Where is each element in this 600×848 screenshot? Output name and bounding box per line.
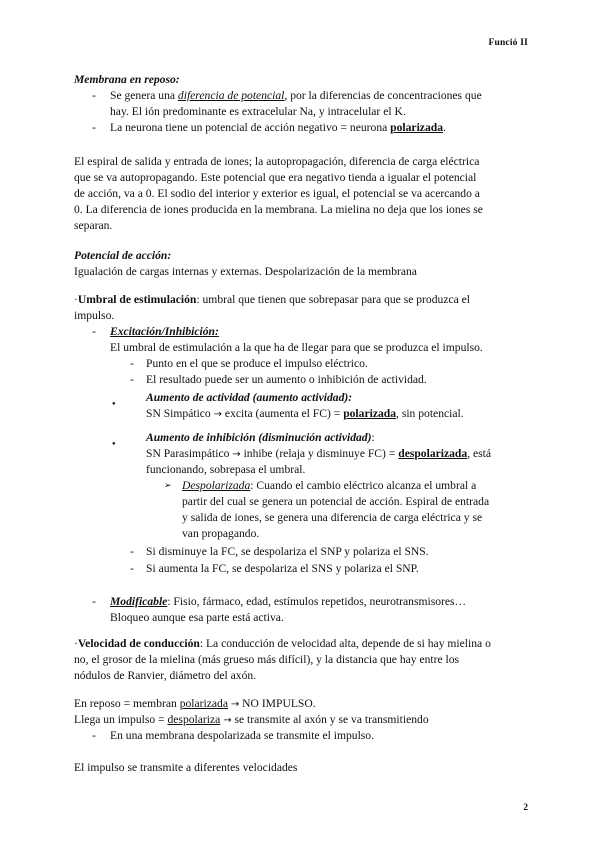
page-header: Funció II [488, 38, 528, 48]
fc-item-2: Si aumenta la FC, se despolariza el SNS y polariza el SNP. [146, 562, 419, 575]
arrowhead-bullet-icon: ➢ [164, 481, 172, 491]
aumento-heading: Aumento de actividad (aumento actividad): [146, 391, 353, 404]
accion-heading: Potencial de acción: [74, 249, 172, 262]
modificable-text-2: Bloqueo aunque esa parte está activa. [110, 611, 284, 624]
arrow-icon: → [213, 409, 223, 420]
arrow-icon: → [223, 715, 232, 726]
velocidad-line: ·Velocidad de conducción: La conducción de velocidad alta, depende de si hay mielina o [74, 637, 491, 650]
accion-text: Igualación de cargas internas y externas. Despolarización de la membrana [74, 265, 417, 278]
inhibicion-text: SN Parasimpático → inhibe (relaja y disminuye FC) = despolarizada, está [146, 447, 492, 460]
dash-bullet: - [130, 357, 134, 370]
reposo-item-2: La neurona tiene un potencial de acción negativo = neurona polarizada. [110, 121, 446, 134]
arrow-icon: → [230, 699, 240, 710]
reposo-item-1: Se genera una diferencia de potencial, por la diferencias de concentraciones que [110, 89, 482, 102]
round-bullet-icon: ● [112, 401, 116, 407]
impulso-summary: Llega un impulso = despolariza → se transmite al axón y se va transmitiendo [74, 713, 429, 726]
inhibicion-heading: Aumento de inhibición (disminución actividad): [146, 431, 375, 444]
dash-bullet: - [130, 373, 134, 386]
umbral-line-2: impulso. [74, 309, 115, 322]
arrow-icon: → [232, 449, 241, 460]
fc-item-1: Si disminuye la FC, se despolariza el SNP y polariza el SNS. [146, 545, 429, 558]
dash-bullet: - [92, 729, 96, 742]
excitacion-sub-1: Punto en el que se produce el impulso eléctrico. [146, 357, 368, 370]
excitacion-heading: Excitación/Inhibición: [110, 325, 219, 338]
dash-bullet: - [130, 562, 134, 575]
dash-bullet: - [92, 325, 96, 338]
page-number: 2 [523, 803, 528, 813]
modificable-text: Modificable: Fisio, fármaco, edad, estímulos repetidos, neurotransmisores… [110, 595, 467, 608]
excitacion-sub-2: El resultado puede ser un aumento o inhibición de actividad. [146, 373, 427, 386]
dash-bullet: - [92, 595, 96, 608]
despolarizada-def: Despolarizada: Cuando el cambio eléctrico alcanza el umbral a partir del cual se genera un potencial de acción. Espiral de entrada y salida de iones, se genera una diferencia de carga eléctrica y se van propagando. [182, 479, 490, 540]
aumento-text: SN Simpático → excita (aumenta el FC) = polarizada, sin potencial. [146, 407, 464, 420]
final-line: El impulso se transmite a diferentes velocidades [74, 761, 298, 774]
dash-bullet: - [92, 121, 96, 134]
reposo-summary: En reposo = membran polarizada → NO IMPULSO. [74, 697, 316, 710]
inhibicion-text-2: funcionando, sobrepasa el umbral. [146, 463, 306, 476]
reposo-heading: Membrana en reposo: [74, 73, 180, 86]
umbral-line: ·Umbral de estimulación: umbral que tienen que sobrepasar para que se produzca el [74, 293, 471, 306]
dash-bullet: - [92, 89, 96, 102]
velocidad-line-3: nódulos de Ranvier, diámetro del axón. [74, 669, 257, 682]
excitacion-text: El umbral de estimulación a la que ha de llegar para que se produzca el impulso. [110, 341, 483, 354]
round-bullet-icon: ● [112, 441, 116, 447]
velocidad-line-2: no, el grosor de la mielina (más grueso más difícil), y la distancia que hay entre los [74, 653, 460, 666]
final-item: En una membrana despolarizada se transmite el impulso. [110, 729, 374, 742]
dash-bullet: - [130, 545, 134, 558]
reposo-item-1-cont: hay. El ión predominante es extracelular Na, y intracelular el K. [110, 105, 406, 118]
paragraph-autopropagacion: El espiral de salida y entrada de iones; la autopropagación, diferencia de carga eléctrica que se va autopropagando. Este potencial que era negativo tienda a igualar el potencial de acción, va a 0. El sodio del interior y exterior es igual, el potencial se va acercando a 0. La diferencia de iones producida en la membrana. La mielina no deja que los iones se separan. [74, 155, 483, 232]
